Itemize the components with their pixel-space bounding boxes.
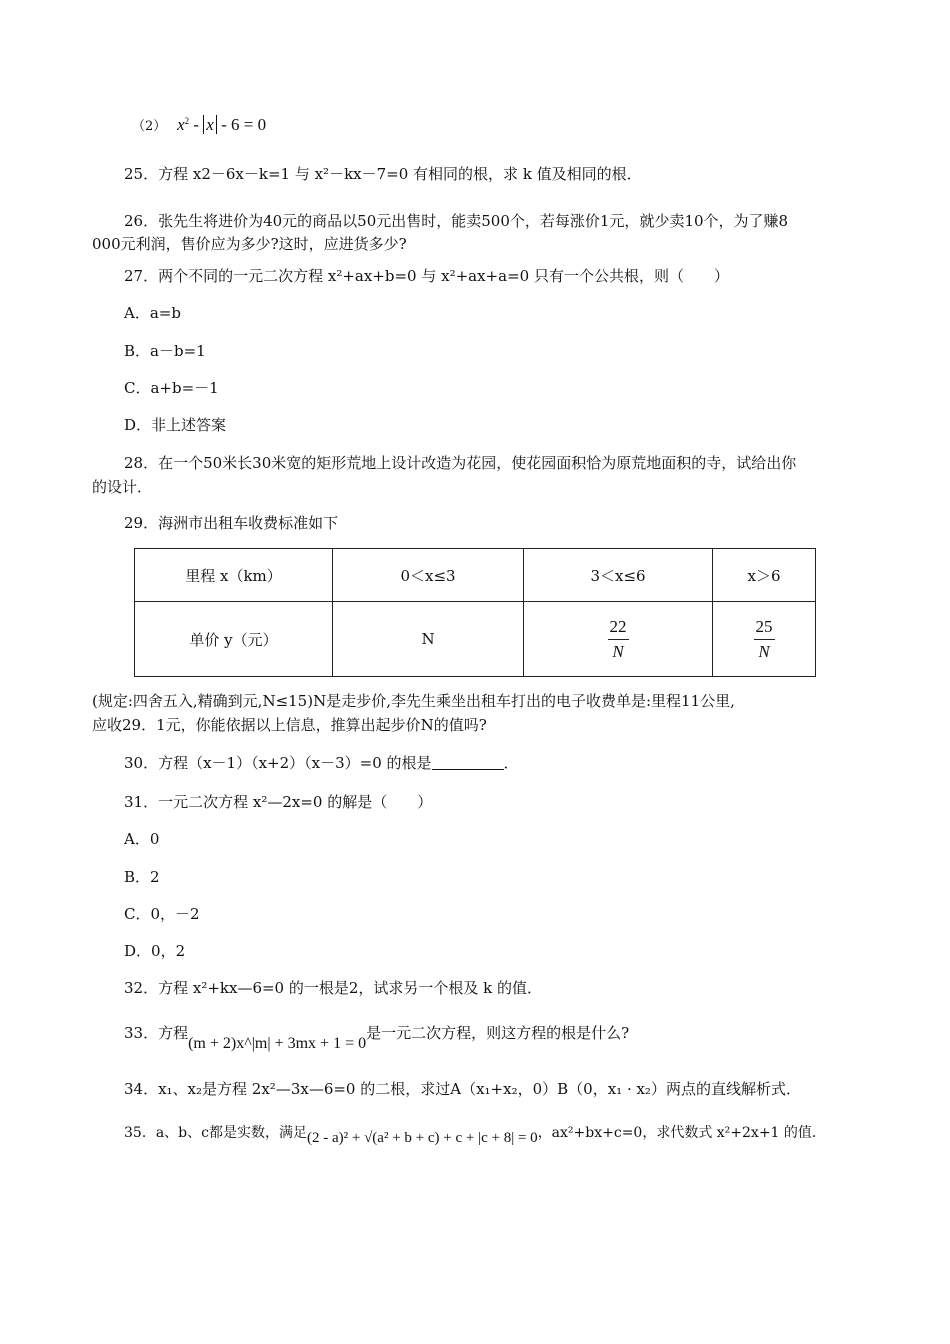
q30-answer-blank [432, 755, 504, 770]
fare-header-range3: x＞6 [713, 549, 816, 602]
fare-table-header-row [135, 549, 816, 602]
fare-cell-range3 [713, 602, 816, 677]
question-28-line1: 28．在一个50米长30米宽的矩形荒地上设计改造为花园，使花园面积恰为原荒地面积的寺，试给出你 [124, 454, 797, 472]
question-31: 31．一元二次方程 x²—2x=0 的解是（ ） [124, 793, 433, 811]
q24-part2: （2） $x^2 - x - 6 = 0$ [132, 115, 267, 134]
q27-option-b: B．a－b=1 [124, 342, 206, 360]
question-26-line1: 26．张先生将进价为40元的商品以50元出售时，能卖500个，若每涨价1元，就少卖10个，为了赚8 [124, 212, 789, 230]
question-32: 32．方程 x²+kx—6=0 的一根是2，试求另一个根及 k 的值． [124, 979, 543, 997]
fare-table-price-row [135, 602, 816, 677]
fraction-25-over-n: $\frac{25}{N}$ [755, 616, 773, 661]
q30-text: 30．方程（x－1）（x+2）（x－3）=0 的根是 [124, 754, 432, 772]
question-29: 29．海洲市出租车收费标准如下 [124, 514, 339, 532]
q30-period: ． [503, 754, 519, 772]
question-26-line2: 000元利润，售价应为多少?这时，应进货多少? [92, 235, 407, 253]
fare-row-label: 单价 y（元） [135, 602, 333, 677]
q27-option-d: D．非上述答案 [124, 416, 227, 434]
question-27: 27．两个不同的一元二次方程 x²+ax+b=0 与 x²+ax+a=0 只有一个公共根，则（ ） [124, 267, 729, 285]
question-25: 25．方程 x2－6x－k=1 与 x²－kx－7=0 有相同的根，求 k 值及相同的根． [124, 165, 642, 183]
fare-header-distance: 里程 x（km） [135, 549, 333, 602]
q33-suffix: 是一元二次方程，则这方程的根是什么? [366, 1024, 630, 1042]
q27-option-c: C．a+b=－1 [124, 379, 219, 397]
q27-option-a: A．a=b [124, 304, 181, 322]
q31-option-a: A．0 [124, 830, 160, 848]
q29-note-line2: 应收29．1元，你能依据以上信息，推算出起步价N的值吗? [92, 716, 487, 734]
q31-option-c: C．0，－2 [124, 905, 200, 923]
q35-prefix: 35．a、b、c都是实数，满足 [124, 1125, 307, 1141]
fare-table [134, 548, 816, 677]
question-35 [124, 1122, 826, 1144]
q29-note-line1: (规定:四舍五入,精确到元,N≤15)N是走步价,李先生乘坐出租车打出的电子收费单是:里程11公里, [92, 692, 735, 710]
q33-prefix: 33．方程 [124, 1024, 189, 1042]
question-30 [124, 752, 519, 774]
q35-suffix: ，ax²+bx+c=0，求代数式 x²+2x+1 的值． [537, 1125, 826, 1141]
fare-header-range2: 3＜x≤6 [524, 549, 713, 602]
fare-cell-range1: N [333, 602, 524, 677]
q33-equation: (m + 2)x^|m| + 3mx + 1 = 0 [188, 1035, 367, 1052]
question-28-line2: 的设计． [92, 478, 153, 496]
q24-part2-number: （2） [132, 119, 167, 134]
fare-header-range1: 0＜x≤3 [333, 549, 524, 602]
q31-option-b: B．2 [124, 868, 160, 886]
fraction-22-over-n: $\frac{22}{N}$ [609, 616, 627, 661]
question-33 [124, 1022, 630, 1052]
question-34: 34．x₁、x₂是方程 2x²—3x—6=0 的二根，求过A（x₁+x₂，0）B（0，x₁ · x₂）两点的直线解析式． [124, 1080, 801, 1098]
q35-equation: (2 - a)² + √(a² + b + c) + c + |c + 8| = 0 [306, 1130, 538, 1146]
q31-option-d: D．0，2 [124, 942, 186, 960]
fare-cell-range2 [524, 602, 713, 677]
